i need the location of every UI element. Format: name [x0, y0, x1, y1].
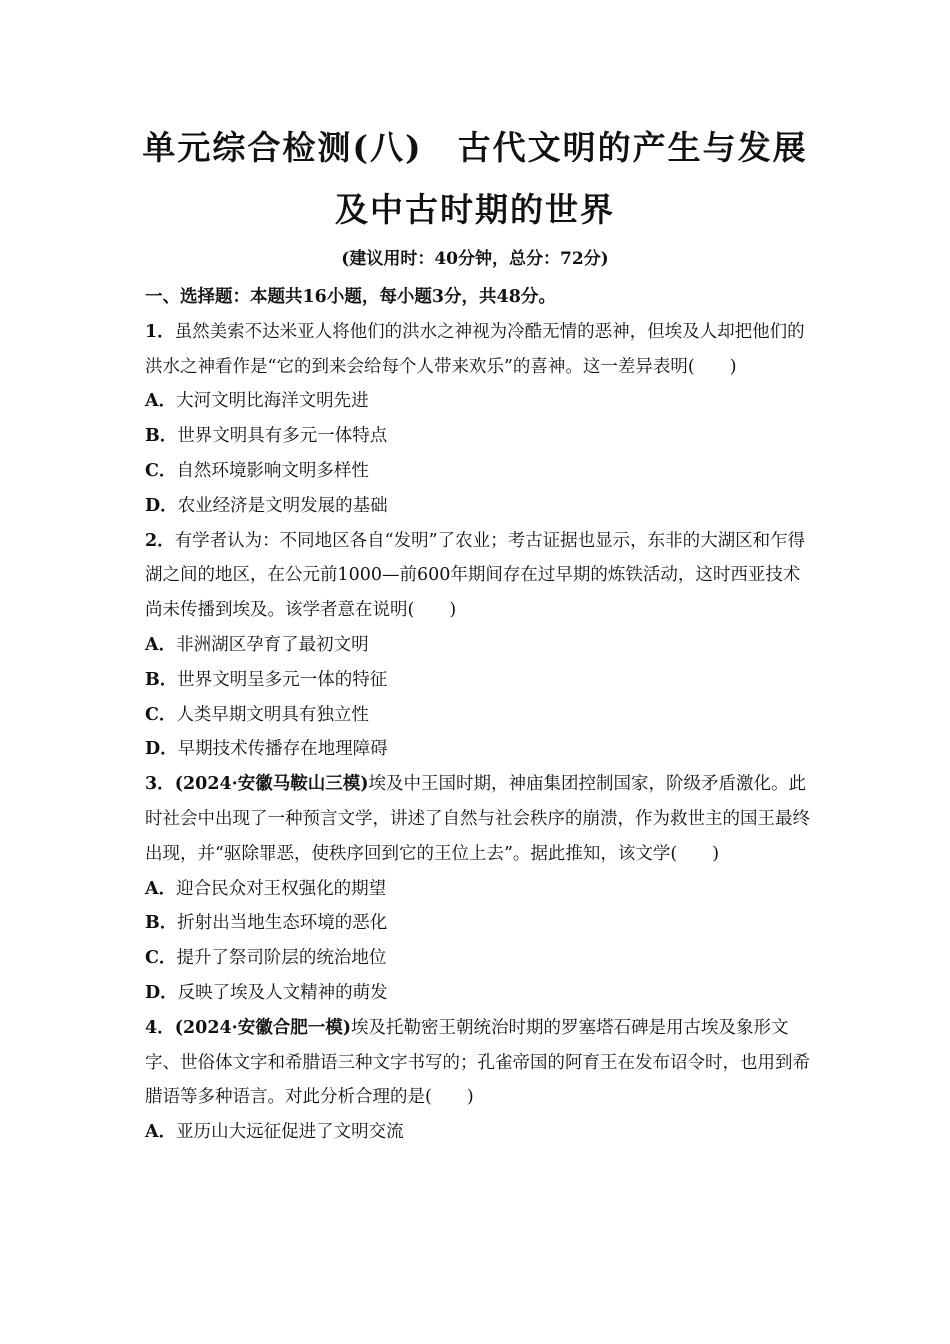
- option-text: 提升了祭司阶层的统治地位: [176, 948, 387, 969]
- question-number: 2．: [145, 530, 175, 551]
- option-label: C．: [145, 704, 177, 725]
- option-a: [145, 384, 817, 419]
- question-source: (2024·安徽马鞍山三模): [174, 774, 369, 795]
- section-heading: 一、选择题：本题共16小题，每小题3分，共48分。: [145, 287, 556, 307]
- option-label: A．: [145, 391, 177, 412]
- question-stem: [145, 524, 817, 628]
- question-number: 3．: [145, 774, 175, 795]
- question-text: 有学者认为：不同地区各自“发明”了农业；考古证据也显示，东非的大湖区和乍得湖之间的地区，在公元前1000—前600年期间存在过早期的炼铁活动，这时西亚技术尚未传播到埃及。该学者意在说明( ): [145, 530, 806, 621]
- question-stem: [145, 767, 817, 871]
- page-title-line-1: 单元综合检测(八) 古代文明的产生与发展: [142, 128, 808, 167]
- option-label: A．: [145, 1122, 177, 1143]
- option-a: [145, 628, 817, 663]
- option-label: D．: [145, 739, 178, 760]
- option-label: A．: [145, 878, 177, 899]
- question-4: [145, 1011, 817, 1150]
- option-text: 自然环境影响文明多样性: [176, 460, 369, 481]
- option-d: [145, 489, 817, 524]
- question-stem: [145, 1011, 817, 1115]
- page-title-line-2: 及中古时期的世界: [335, 190, 615, 229]
- option-text: 非洲湖区孕育了最初文明: [176, 634, 369, 655]
- question-number: 1．: [145, 321, 175, 342]
- option-b: [145, 419, 817, 454]
- time-and-score-note: (建议用时：40分钟，总分：72分): [341, 249, 609, 269]
- question-2: [145, 524, 817, 768]
- option-label: B．: [145, 426, 178, 447]
- option-label: C．: [145, 460, 177, 481]
- option-b: [145, 906, 817, 941]
- exam-content: [145, 280, 817, 1150]
- option-text: 亚历山大远征促进了文明交流: [176, 1122, 404, 1143]
- option-text: 世界文明具有多元一体特点: [177, 426, 388, 447]
- option-text: 世界文明呈多元一体的特征: [177, 669, 388, 690]
- option-d: [145, 976, 817, 1011]
- option-text: 迎合民众对王权强化的期望: [176, 878, 387, 899]
- question-text: 埃及中王国时期，神庙集团控制国家，阶级矛盾激化。此时社会中出现了一种预言文学，讲述了自然与社会秩序的崩溃，作为救世主的国王最终出现，并“驱除罪恶，使秩序回到它的王位上去”。据此推知，该文学( ): [145, 774, 810, 864]
- option-label: C．: [145, 948, 177, 969]
- question-source: (2024·安徽合肥一模): [174, 1017, 352, 1038]
- option-label: D．: [145, 982, 178, 1003]
- question-number: 4．: [145, 1017, 175, 1038]
- option-text: 早期技术传播存在地理障碍: [177, 739, 388, 760]
- option-c: [145, 941, 817, 976]
- option-b: [145, 663, 817, 698]
- option-c: [145, 698, 817, 733]
- question-3: [145, 767, 817, 1011]
- option-text: 人类早期文明具有独立性: [176, 704, 369, 725]
- option-text: 大河文明比海洋文明先进: [176, 391, 369, 412]
- question-stem: [145, 315, 817, 385]
- option-label: B．: [145, 669, 178, 690]
- option-label: D．: [145, 495, 178, 516]
- option-text: 反映了埃及人文精神的萌发: [177, 982, 388, 1003]
- option-a: [145, 1115, 817, 1150]
- option-text: 农业经济是文明发展的基础: [177, 495, 388, 516]
- option-text: 折射出当地生态环境的恶化: [177, 913, 388, 934]
- question-text: 埃及托勒密王朝统治时期的罗塞塔石碑是用古埃及象形文字、世俗体文字和希腊语三种文字书写的；孔雀帝国的阿育王在发布诏令时，也用到希腊语等多种语言。对此分析合理的是( ): [145, 1017, 810, 1108]
- option-label: B．: [145, 913, 178, 934]
- question-text: 虽然美索不达米亚人将他们的洪水之神视为冷酷无情的恶神，但埃及人却把他们的洪水之神看作是“它的到来会给每个人带来欢乐”的喜神。这一差异表明( ): [145, 321, 805, 377]
- question-1: [145, 315, 817, 524]
- option-c: [145, 454, 817, 489]
- option-a: [145, 872, 817, 907]
- option-label: A．: [145, 634, 177, 655]
- option-d: [145, 732, 817, 767]
